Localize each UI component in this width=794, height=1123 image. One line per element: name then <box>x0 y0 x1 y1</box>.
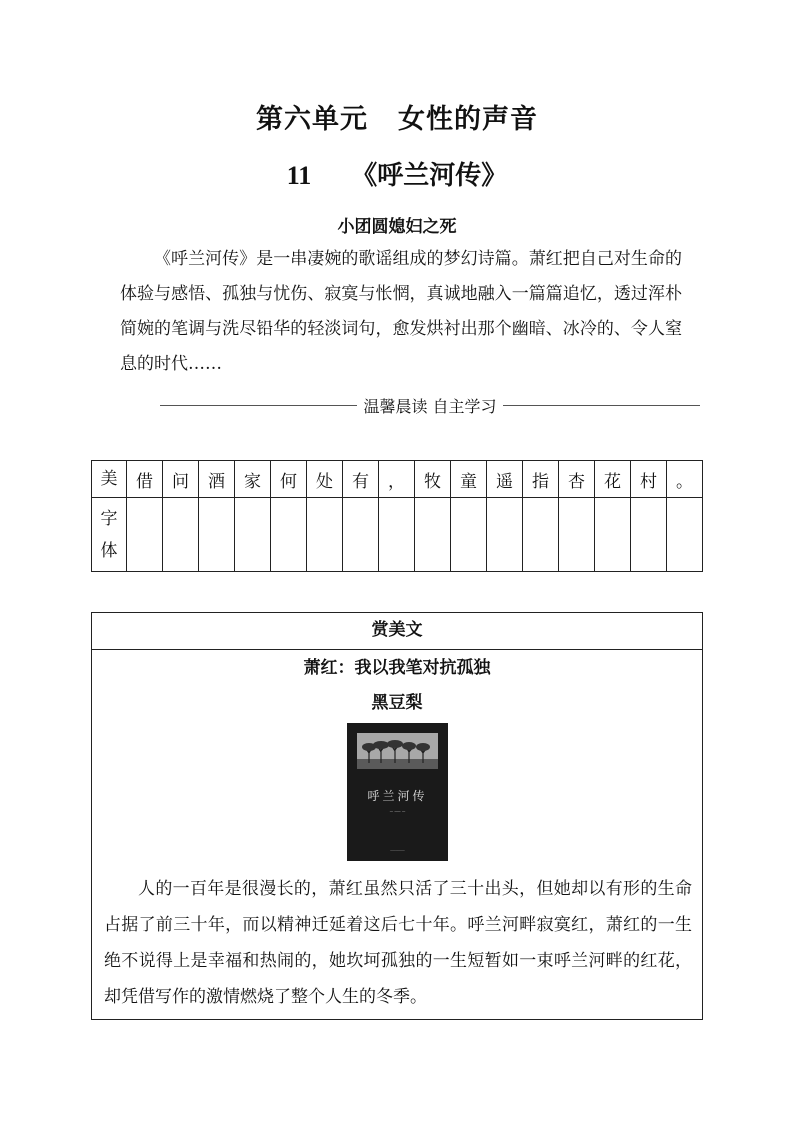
practice-char: ， <box>379 461 415 498</box>
practice-cell[interactable] <box>451 498 487 572</box>
practice-char: 花 <box>595 461 631 498</box>
practice-cell[interactable] <box>163 498 199 572</box>
section-banner <box>160 395 700 415</box>
lesson-title <box>0 155 794 192</box>
practice-char: 杏 <box>559 461 595 498</box>
practice-cell[interactable] <box>343 498 379 572</box>
article-body: 人的一百年是很漫长的，萧红虽然只活了三十出头，但她却以有形的生命占据了前三十年，而以精神迁延着这后七十年。呼兰河畔寂寞红，萧红的一生绝不说得上是幸福和热闹的，她坎坷孤独的一生短暂如一束呼兰河畔的红花，却凭借写作的激情燃烧了整个人生的冬季。 <box>104 879 692 1007</box>
label-char: 美 <box>92 461 127 498</box>
book-cover-subtext: ─ ── ─ <box>389 809 406 815</box>
practice-cell[interactable] <box>631 498 667 572</box>
practice-char: 有 <box>343 461 379 498</box>
practice-char: 家 <box>235 461 271 498</box>
practice-cell[interactable] <box>271 498 307 572</box>
label-char: 字 <box>100 508 118 529</box>
practice-cell[interactable] <box>235 498 271 572</box>
practice-char: 处 <box>307 461 343 498</box>
practice-cell[interactable] <box>667 498 703 572</box>
practice-char: 酒 <box>199 461 235 498</box>
label-char: 体 <box>100 540 118 561</box>
practice-cell[interactable] <box>559 498 595 572</box>
practice-cell[interactable] <box>379 498 415 572</box>
practice-char: 牧 <box>415 461 451 498</box>
practice-char: 指 <box>523 461 559 498</box>
practice-char: 借 <box>127 461 163 498</box>
banner-line-right <box>503 405 700 406</box>
practice-cell[interactable] <box>595 498 631 572</box>
unit-title <box>0 97 794 136</box>
character-row <box>92 461 703 498</box>
practice-cell[interactable] <box>307 498 343 572</box>
practice-cell[interactable] <box>487 498 523 572</box>
practice-row <box>92 498 703 572</box>
practice-cell[interactable] <box>127 498 163 572</box>
label-cell <box>92 498 127 572</box>
article-title: 萧红：我以我笔对抗孤独 <box>303 658 491 678</box>
book-cover-title: 呼兰河传 <box>367 789 428 803</box>
practice-char: 村 <box>631 461 667 498</box>
calligraphy-practice-table <box>91 460 703 572</box>
practice-cell[interactable] <box>199 498 235 572</box>
article-author: 黑豆梨 <box>371 693 423 713</box>
practice-char: 童 <box>451 461 487 498</box>
practice-char: 问 <box>163 461 199 498</box>
unit-theme: 女性的声音 <box>398 104 538 135</box>
appreciation-box <box>91 612 703 1020</box>
intro-paragraph: 《呼兰河传》是一串凄婉的歌谣组成的梦幻诗篇。萧红把自己对生命的体验与感悟、孤独与忧伤、寂寞与怅惘，真诚地融入一篇篇追忆，透过浑朴简婉的笔调与洗尽铅华的轻淡词句，愈发烘衬出那个幽暗、冰冷的、令人窒息的时代…… <box>120 249 682 374</box>
banner-line-left <box>160 405 357 406</box>
practice-cell[interactable] <box>415 498 451 572</box>
practice-char: 何 <box>271 461 307 498</box>
practice-char: 。 <box>667 461 703 498</box>
book-cover-image <box>347 723 448 861</box>
banner-text: 温馨晨读 自主学习 <box>363 396 497 416</box>
appreciation-header: 赏美文 <box>92 613 702 650</box>
practice-char: 遥 <box>487 461 523 498</box>
book-cover-publisher: ────── <box>390 848 405 853</box>
book-cover-photo <box>357 733 438 769</box>
unit-number: 第六单元 <box>256 104 368 135</box>
practice-cell[interactable] <box>523 498 559 572</box>
lesson-number: 11 <box>286 161 312 190</box>
excerpt-subtitle: 小团圆媳妇之死 <box>337 217 457 237</box>
lesson-name: 《呼兰河传》 <box>351 161 508 191</box>
